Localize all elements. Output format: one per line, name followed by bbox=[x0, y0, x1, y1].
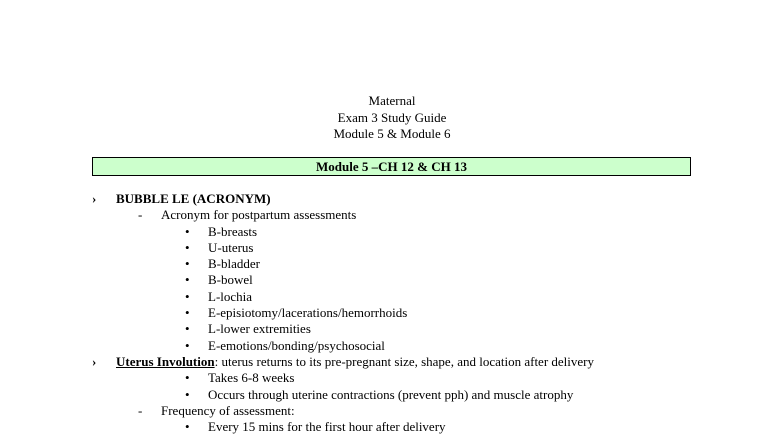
section-heading-uterus-involution bbox=[0, 354, 784, 370]
dot-bullet-icon: • bbox=[185, 386, 190, 402]
list-item-text: B-breasts bbox=[208, 223, 258, 239]
dot-bullet-icon: • bbox=[185, 256, 190, 272]
list-item-text: U-uterus bbox=[208, 239, 254, 255]
list-item bbox=[0, 289, 784, 305]
guide-title: Exam 3 Study Guide bbox=[337, 109, 447, 125]
list-item bbox=[0, 370, 784, 386]
dash-bullet-icon: - bbox=[138, 207, 143, 223]
dot-bullet-icon: • bbox=[185, 419, 190, 435]
course-title: Maternal bbox=[368, 93, 416, 108]
sub-item-text: Frequency of assessment: bbox=[161, 402, 295, 418]
arrow-bullet-icon: › bbox=[92, 191, 97, 206]
dot-bullet-icon: • bbox=[185, 288, 190, 304]
list-item bbox=[0, 321, 784, 337]
modules-title: Module 5 & Module 6 bbox=[333, 126, 451, 141]
list-item bbox=[0, 387, 784, 403]
list-item-text: Occurs through uterine contractions (prevent pph) and muscle atrophy bbox=[208, 386, 574, 402]
module-banner: Module 5 –CH 12 & CH 13 bbox=[92, 157, 691, 176]
dot-bullet-icon: • bbox=[185, 223, 190, 239]
list-item bbox=[0, 272, 784, 288]
dot-bullet-icon: • bbox=[185, 239, 190, 255]
list-item bbox=[0, 419, 784, 435]
list-item-text: Every 15 mins for the first hour after delivery bbox=[208, 419, 446, 435]
document-title-block bbox=[0, 93, 784, 143]
section-heading-definition: : uterus returns to its pre-pregnant size, shape, and location after delivery bbox=[214, 353, 595, 369]
list-item bbox=[0, 305, 784, 321]
list-item-text: Takes 6-8 weeks bbox=[208, 370, 295, 386]
list-item-text: L-lower extremities bbox=[208, 321, 311, 337]
list-item-text: L-lochia bbox=[208, 288, 253, 304]
dot-bullet-icon: • bbox=[185, 272, 190, 288]
list-item-text: E-emotions/bonding/psychosocial bbox=[208, 337, 385, 353]
list-item-text: B-bowel bbox=[208, 272, 253, 288]
dot-bullet-icon: • bbox=[185, 337, 190, 353]
section-heading-text: BUBBLE LE (ACRONYM) bbox=[116, 191, 271, 206]
arrow-bullet-icon: › bbox=[92, 353, 97, 369]
section-heading-text bbox=[116, 354, 594, 370]
list-item bbox=[0, 240, 784, 256]
dash-bullet-icon: - bbox=[138, 402, 143, 418]
study-guide-content bbox=[0, 191, 784, 435]
dot-bullet-icon: • bbox=[185, 305, 190, 321]
list-item-text: B-bladder bbox=[208, 256, 260, 272]
section-heading-term: Uterus Involution bbox=[116, 353, 215, 369]
sub-item bbox=[0, 207, 784, 223]
section-heading-bubble-le bbox=[0, 191, 784, 207]
sub-item bbox=[0, 403, 784, 419]
list-item bbox=[0, 338, 784, 354]
list-item bbox=[0, 256, 784, 272]
sub-item-text: Acronym for postpartum assessments bbox=[161, 207, 357, 223]
dot-bullet-icon: • bbox=[185, 321, 190, 337]
dot-bullet-icon: • bbox=[185, 370, 190, 386]
list-item bbox=[0, 224, 784, 240]
list-item-text: E-episiotomy/lacerations/hemorrhoids bbox=[208, 305, 408, 321]
